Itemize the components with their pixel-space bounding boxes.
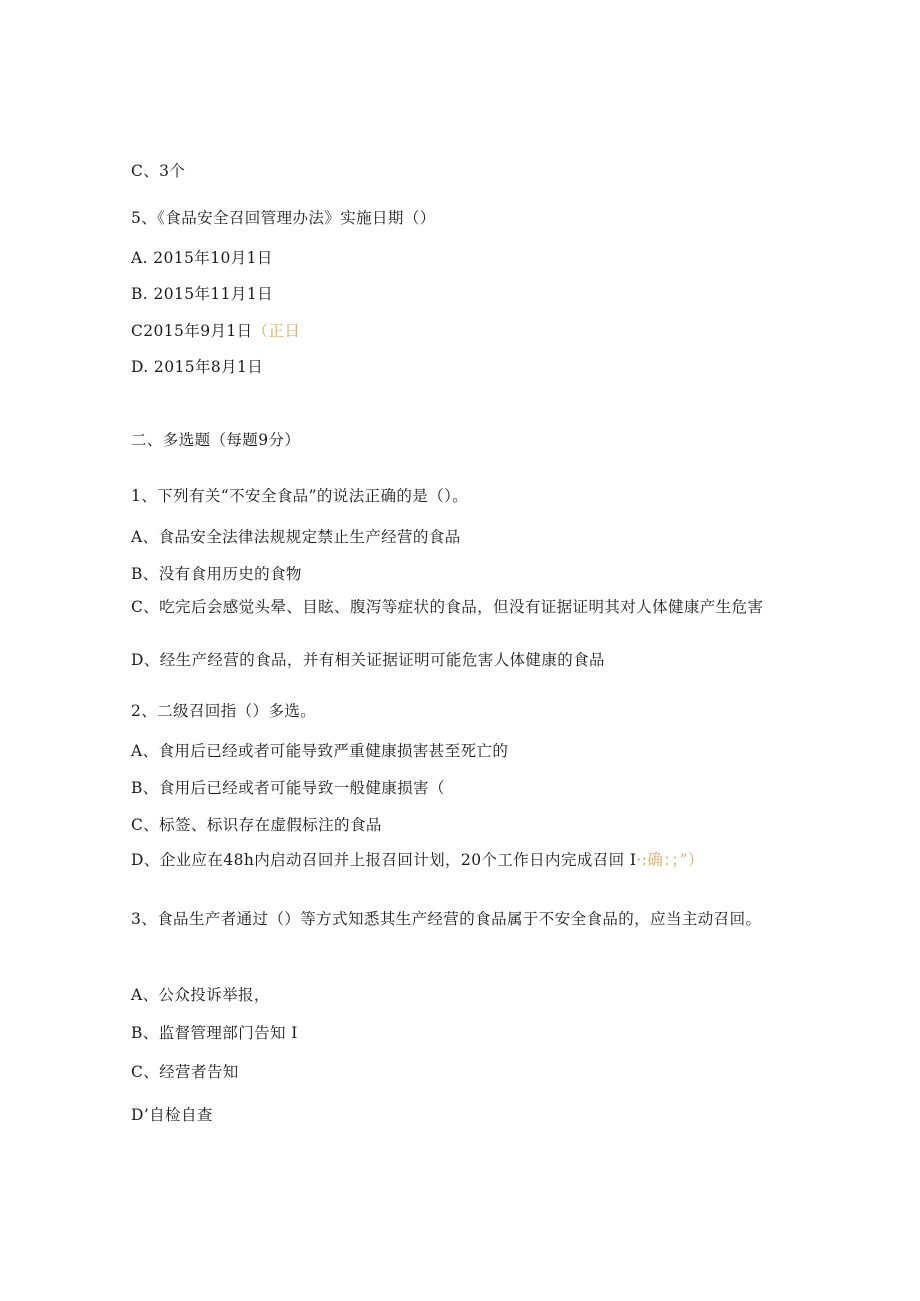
mq2-option-c: C、标签、标识存在虚假标注的食品 xyxy=(131,816,382,834)
answer-mark: （正日 xyxy=(252,322,301,340)
mq-3: 3、食品生产者通过（）等方式知悉其生产经营的食品属于不安全食品的，应当主动召回。 xyxy=(131,910,762,928)
mq2-option-a: A、食用后已经或者可能导致严重健康损害甚至死亡的 xyxy=(131,742,509,760)
q5-option-b: B. 2015年11月1日 xyxy=(131,285,273,303)
section-heading: 二、多选题（每题9分） xyxy=(131,431,301,449)
mq3-option-d: D’自检自查 xyxy=(131,1106,213,1124)
mq1-option-c: C、吃完后会感觉头晕、目眩、腹泻等症状的食品，但没有证据证明其对人体健康产生危害 xyxy=(131,598,764,616)
mq3-option-b: B、监督管理部门告知 I xyxy=(131,1024,298,1042)
mq-2: 2、二级召回指（）多选。 xyxy=(131,702,317,720)
option-c-prev: C、3个 xyxy=(131,162,186,180)
mq1-option-a: A、食品安全法律法规规定禁止生产经营的食品 xyxy=(131,528,461,546)
mq2-option-d-text: D、企业应在48h内启动召回并上报召回计划，20个工作日内完成召回 I xyxy=(131,851,637,869)
q5-option-c xyxy=(131,320,300,342)
mq3-option-c: C、经营者告知 xyxy=(131,1063,239,1081)
q5-option-c-text: C2015年9月1日 xyxy=(131,322,253,340)
mq-1: 1、下列有关“不安全食品”的说法正确的是（）。 xyxy=(131,487,469,505)
answer-mark: ·:确：；”） xyxy=(636,851,704,869)
mq1-option-b: B、没有食用历史的食物 xyxy=(131,565,302,583)
mq1-option-d: D、经生产经营的食品，并有相关证据证明可能危害人体健康的食品 xyxy=(131,651,605,669)
question-5: 5、《食品安全召回管理办法》实施日期（） xyxy=(131,209,436,227)
mq2-option-b: B、食用后已经或者可能导致一般健康损害（ xyxy=(131,779,445,797)
mq3-option-a: A、公众投诉举报， xyxy=(131,986,270,1004)
q5-option-a: A. 2015年10月1日 xyxy=(131,249,273,267)
q5-option-d: D. 2015年8月1日 xyxy=(131,358,264,376)
mq2-option-d xyxy=(131,849,704,871)
